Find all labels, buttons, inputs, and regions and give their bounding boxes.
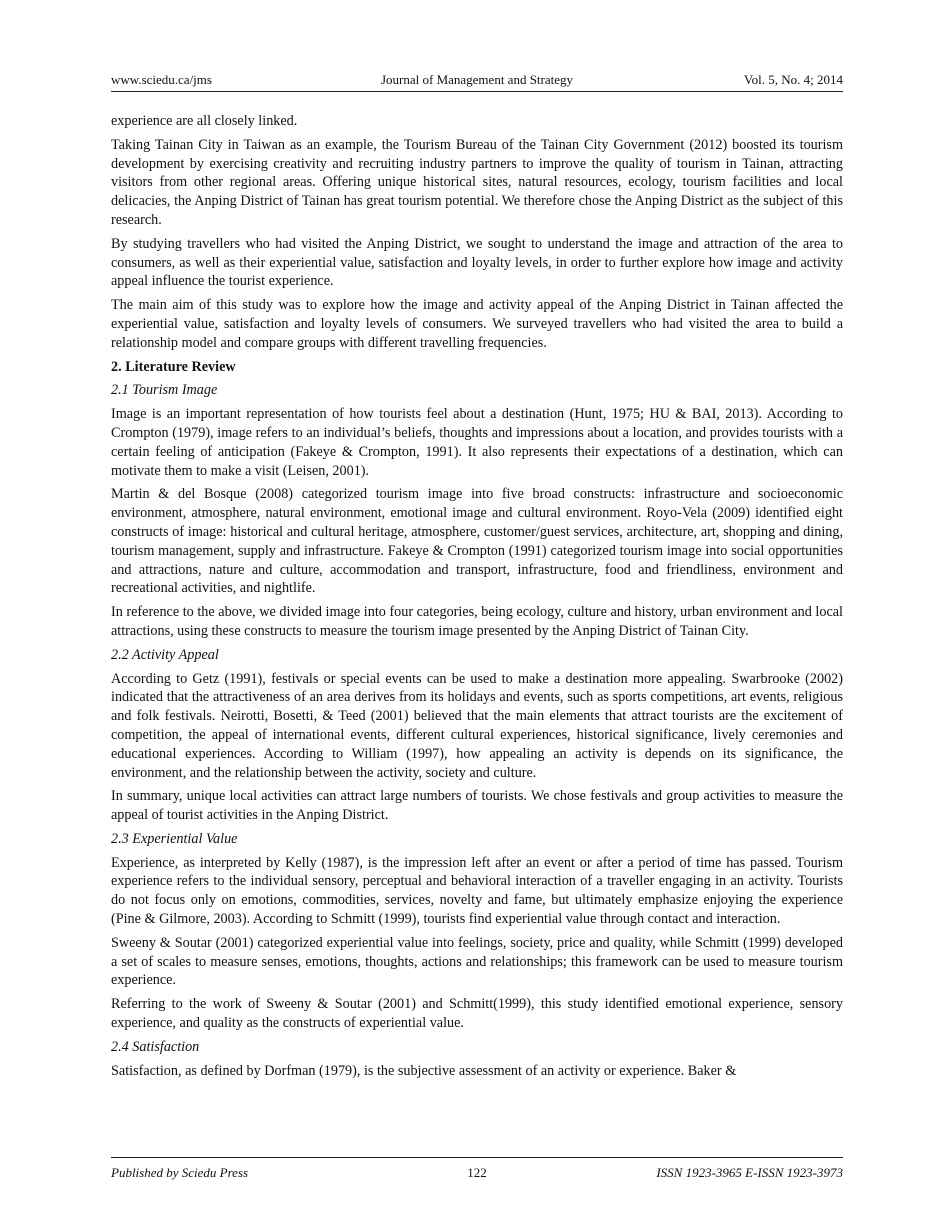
footer-rule [111,1157,843,1158]
header-journal-title: Journal of Management and Strategy [380,72,574,87]
header-rule [111,91,843,92]
paragraph-intro-2: By studying travellers who had visited the Anping District, we sought to understand the image and attraction of the area to consumers, as well as their experiential value, satisfaction and loyalty levels, in order to further explore how image and activity appeal influence the tourist experience. [111,235,843,290]
page-number: 122 [467,1165,487,1180]
paragraph-2-2-b: In summary, unique local activities can attract large numbers of tourists. We chose festivals and group activities to measure the appeal of tourist activities in the Anping District. [111,788,843,824]
paragraph-2-2-a: According to Getz (1991), festivals or special events can be used to make a destination more appealing. Swarbrooke (2002) indicated that the attractiveness of an area derives from its holidays and events, such as sports competitions, art events, religious and folk festivals. Neirotti, Bosetti, & Teed (2001) believed that the main elements that attract tourists are the excitement of competition, the appeal of international events, different cultural experiences, historical significance, lively ceremonies and educational experiences. According to William (1997), how appealing an activity is depends on its significance, the environment, and the relationship between the activity, society and culture. [111,670,843,781]
subsection-heading-experiential-value: 2.3 Experiential Value [111,830,238,847]
paragraph-intro-3: The main aim of this study was to explore how the image and activity appeal of the Anping District in Tainan affected the experiential value, satisfaction and loyalty levels of consumers. We surveyed travellers who had visited the area to build a relationship model and compare groups with different travelling frequencies. [111,297,843,351]
header-volume: Vol. 5, No. 4; 2014 [743,72,843,87]
subsection-heading-tourism-image: 2.1 Tourism Image [111,382,218,399]
footer-publisher: Published by Sciedu Press [111,1165,249,1180]
paragraph-2-1-c: In reference to the above, we divided image into four categories, being ecology, culture and history, urban environment and local attractions, using these constructs to measure the tourism image presented by the Anping District of Tainan City. [111,604,843,639]
paragraph-2-3-b: Sweeny & Soutar (2001) categorized experiential value into feelings, society, price and quality, while Schmitt (1999) developed a set of scales to measure senses, emotions, thoughts, actions and relationships; this framework can be used to measure tourism experience. [111,934,843,989]
header-website[interactable]: www.sciedu.ca/jms [111,72,212,87]
paragraph-2-4-a: Satisfaction, as defined by Dorfman (1979), is the subjective assessment of an activity or experience. Baker & [111,1062,737,1079]
paragraph-2-3-c: Referring to the work of Sweeny & Soutar (2001) and Schmitt(1999), this study identified emotional experience, sensory experience, and quality as the constructs of experiential value. [111,996,843,1032]
article-body [111,112,843,1085]
footer-issn: ISSN 1923-3965 E-ISSN 1923-3973 [656,1165,843,1180]
subsection-heading-activity-appeal: 2.2 Activity Appeal [111,646,219,663]
running-header [111,72,843,88]
section-heading-literature-review: 2. Literature Review [111,358,236,375]
paragraph-2-1-a: Image is an important representation of how tourists feel about a destination (Hunt, 1975; HU & BAI, 2013). According to Crompton (1979), image refers to an individual’s beliefs, thoughts and impressions about a location, and provides tourists with a certain feeling of anticipation (Fakeye & Crompton, 1991). It also represents their expectations of a destination, which can motivate them to make a visit (Leisen, 2001). [111,406,843,479]
running-footer [111,1164,843,1182]
paragraph-continuation: experience are all closely linked. [111,113,298,129]
paragraph-2-3-a: Experience, as interpreted by Kelly (1987), is the impression left after an event or after a period of time has passed. Tourism experience refers to the individual sensory, perceptual and behavioral interaction of a traveller engaging in an activity. Tourists do not focus only on emotions, commodities, services, novelty and fame, but ultimately emphasize enjoying the experience (Pine & Gilmore, 2003). According to Schmitt (1999), tourists find experiential value through contact and interaction. [111,854,843,928]
paragraph-2-1-b: Martin & del Bosque (2008) categorized tourism image into five broad constructs: infrastructure and socioeconomic environment, atmosphere, natural environment, emotional image and cultural environment. Royo-Vela (2009) identified eight constructs of image: historical and cultural heritage, atmosphere, customer/guest services, architecture, art, shopping and dining, tourism management, supply and infrastructure. Fakeye & Crompton (1991) categorized tourism image into social opportunities and attractions, nature and culture, accommodation and transport, infrastructure, food and friendliness, environment and recreational activities, and nightlife. [111,486,843,597]
subsection-heading-satisfaction: 2.4 Satisfaction [111,1038,200,1055]
paragraph-intro-1: Taking Tainan City in Taiwan as an example, the Tourism Bureau of the Tainan City Government (2012) boosted its tourism development by exercising creativity and recruiting industry partners to improve the quality of tourism in Tainan, attracting visitors from other regional areas. Offering unique historical sites, natural resources, ecology, tourism facilities and local delicacies, the Anping District of Tainan has great tourism potential. We therefore chose the Anping District as the subject of this research. [111,136,843,228]
